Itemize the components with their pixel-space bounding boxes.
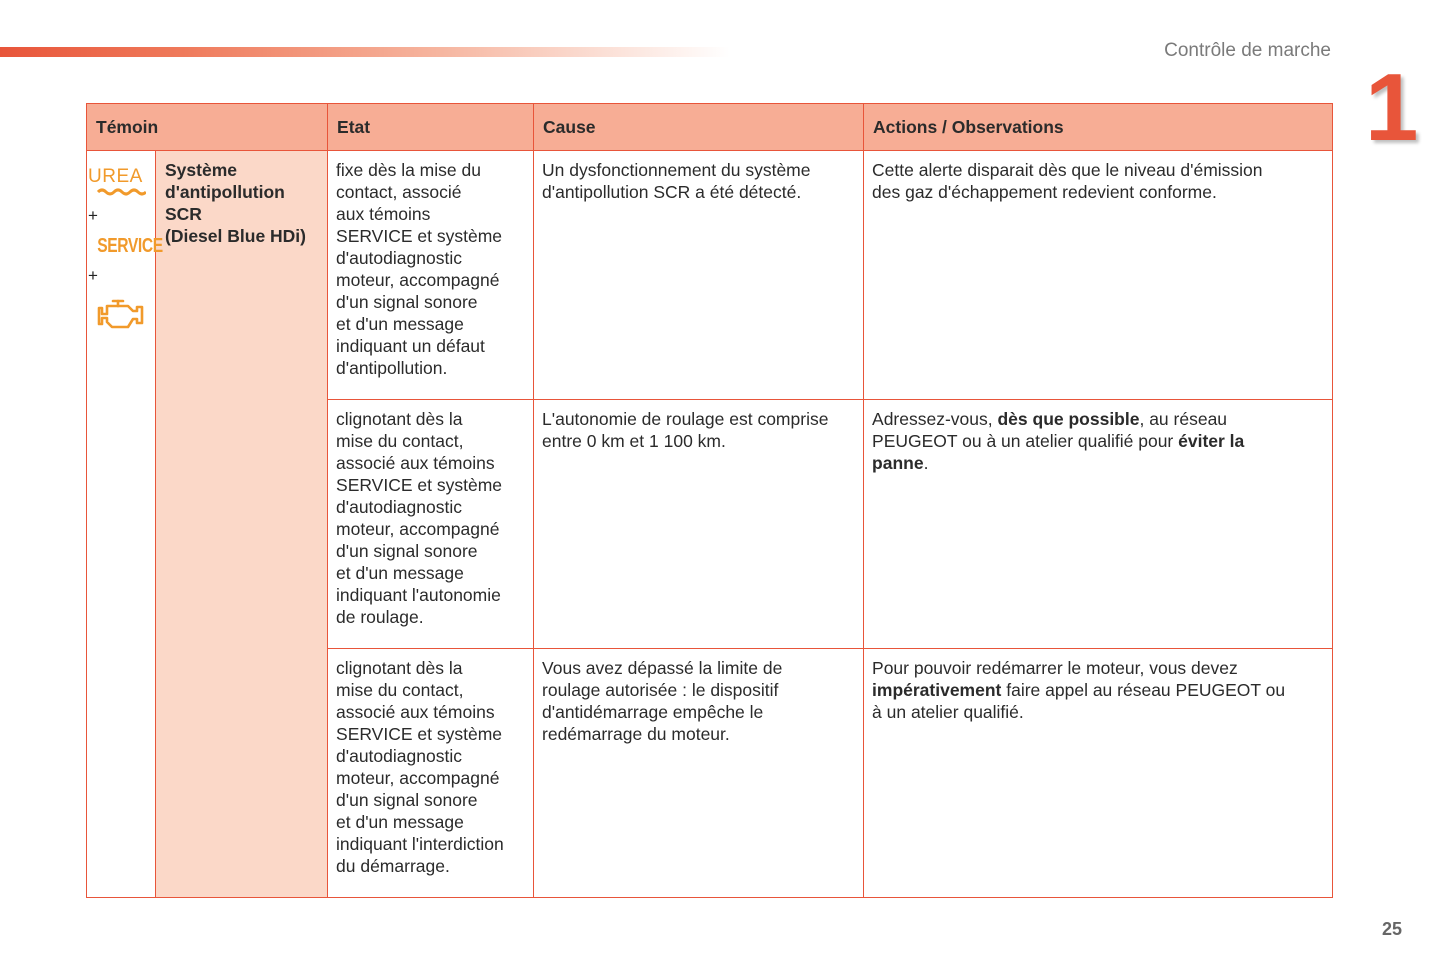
text-line: clignotant dès la	[336, 409, 463, 429]
cause-cell	[534, 400, 864, 649]
text-line: moteur, accompagné	[336, 270, 500, 290]
table-row	[87, 151, 1333, 400]
text-run: Adressez-vous,	[872, 409, 998, 429]
text-line: du démarrage.	[336, 856, 450, 876]
header-gradient-band	[0, 47, 730, 57]
text-line: entre 0 km et 1 100 km.	[542, 431, 726, 451]
etat-cell	[328, 151, 534, 400]
text-line: moteur, accompagné	[336, 519, 500, 539]
text-line: associé aux témoins	[336, 702, 495, 722]
text-line	[872, 408, 1324, 430]
actions-cell	[864, 400, 1333, 649]
text-line: Pour pouvoir redémarrer le moteur, vous devez	[872, 658, 1238, 678]
plus-sign: +	[88, 206, 98, 225]
chapter-number: 1	[1365, 54, 1419, 161]
urea-wave-icon	[96, 187, 146, 197]
text-line: Vous avez dépassé la limite de	[542, 658, 783, 678]
engine-diagnosis-icon	[96, 295, 146, 333]
text-line: d'un signal sonore	[336, 292, 478, 312]
etat-cell	[328, 649, 534, 898]
text-line: indiquant l'interdiction	[336, 834, 504, 854]
text-line: aux témoins	[336, 204, 431, 224]
text-line: et d'un message	[336, 314, 464, 334]
service-label: SERVICE	[97, 235, 163, 257]
text-line: roulage autorisée : le dispositif	[542, 680, 779, 700]
text-line: et d'un message	[336, 563, 464, 583]
text-line: d'autodiagnostic	[336, 497, 462, 517]
text-line: mise du contact,	[336, 431, 464, 451]
text-line: L'autonomie de roulage est comprise	[542, 409, 829, 429]
column-header-temoin: Témoin	[87, 104, 328, 151]
system-name-line: (Diesel Blue HDi)	[165, 226, 306, 246]
emphasis-text: éviter la	[1178, 431, 1245, 451]
text-line: mise du contact,	[336, 680, 464, 700]
text-line: d'autodiagnostic	[336, 746, 462, 766]
text-line: et d'un message	[336, 812, 464, 832]
text-line	[872, 430, 1324, 452]
emphasis-text: panne	[872, 453, 924, 473]
text-line: indiquant un défaut	[336, 336, 485, 356]
text-line: SERVICE et système	[336, 724, 503, 744]
text-line: d'autodiagnostic	[336, 248, 462, 268]
text-line: des gaz d'échappement redevient conforme.	[872, 182, 1217, 202]
text-line	[872, 679, 1324, 701]
text-line: redémarrage du moteur.	[542, 724, 730, 744]
system-name-line: d'antipollution	[165, 182, 285, 202]
emphasis-text: impérativement	[872, 680, 1002, 700]
text-run: .	[923, 453, 929, 473]
text-line: Un dysfonctionnement du système	[542, 160, 811, 180]
text-line: contact, associé	[336, 182, 462, 202]
cause-cell	[534, 649, 864, 898]
etat-cell	[328, 400, 534, 649]
table-header-row	[87, 104, 1333, 151]
text-line: d'antidémarrage empêche le	[542, 702, 764, 722]
urea-warning-icon	[88, 167, 154, 197]
text-line: clignotant dès la	[336, 658, 463, 678]
column-header-actions: Actions / Observations	[864, 104, 1333, 151]
text-line: SERVICE et système	[336, 226, 503, 246]
text-run: faire appel au réseau PEUGEOT ou	[1001, 680, 1286, 700]
cause-cell	[534, 151, 864, 400]
text-line: fixe dès la mise du	[336, 160, 481, 180]
text-line: moteur, accompagné	[336, 768, 500, 788]
actions-cell	[864, 649, 1333, 898]
text-line: de roulage.	[336, 607, 424, 627]
column-header-cause: Cause	[534, 104, 864, 151]
urea-label: UREA	[88, 166, 143, 187]
text-line: d'un signal sonore	[336, 541, 478, 561]
text-line: d'antipollution SCR a été détecté.	[542, 182, 802, 202]
text-line: indiquant l'autonomie	[336, 585, 501, 605]
plus-sign: +	[88, 266, 98, 285]
text-line: d'antipollution.	[336, 358, 448, 378]
column-header-etat: Etat	[328, 104, 534, 151]
text-run: , au réseau	[1139, 409, 1228, 429]
text-line: associé aux témoins	[336, 453, 495, 473]
warning-lights-table	[86, 103, 1333, 898]
text-run: PEUGEOT ou à un atelier qualifié pour	[872, 431, 1179, 451]
text-line: d'un signal sonore	[336, 790, 478, 810]
section-title: Contrôle de marche	[1164, 40, 1331, 61]
system-name-line: SCR	[165, 204, 202, 224]
system-name-cell	[156, 151, 328, 898]
page-number: 25	[1382, 919, 1403, 939]
text-line: SERVICE et système	[336, 475, 503, 495]
text-line: Cette alerte disparait dès que le niveau d'émission	[872, 160, 1263, 180]
service-warning-icon	[88, 235, 163, 257]
indicator-icons-cell	[87, 151, 163, 898]
text-line: à un atelier qualifié.	[872, 702, 1024, 722]
emphasis-text: dès que possible	[997, 409, 1140, 429]
text-line	[872, 452, 1324, 474]
actions-cell	[864, 151, 1333, 400]
system-name-line: Système	[165, 160, 237, 180]
